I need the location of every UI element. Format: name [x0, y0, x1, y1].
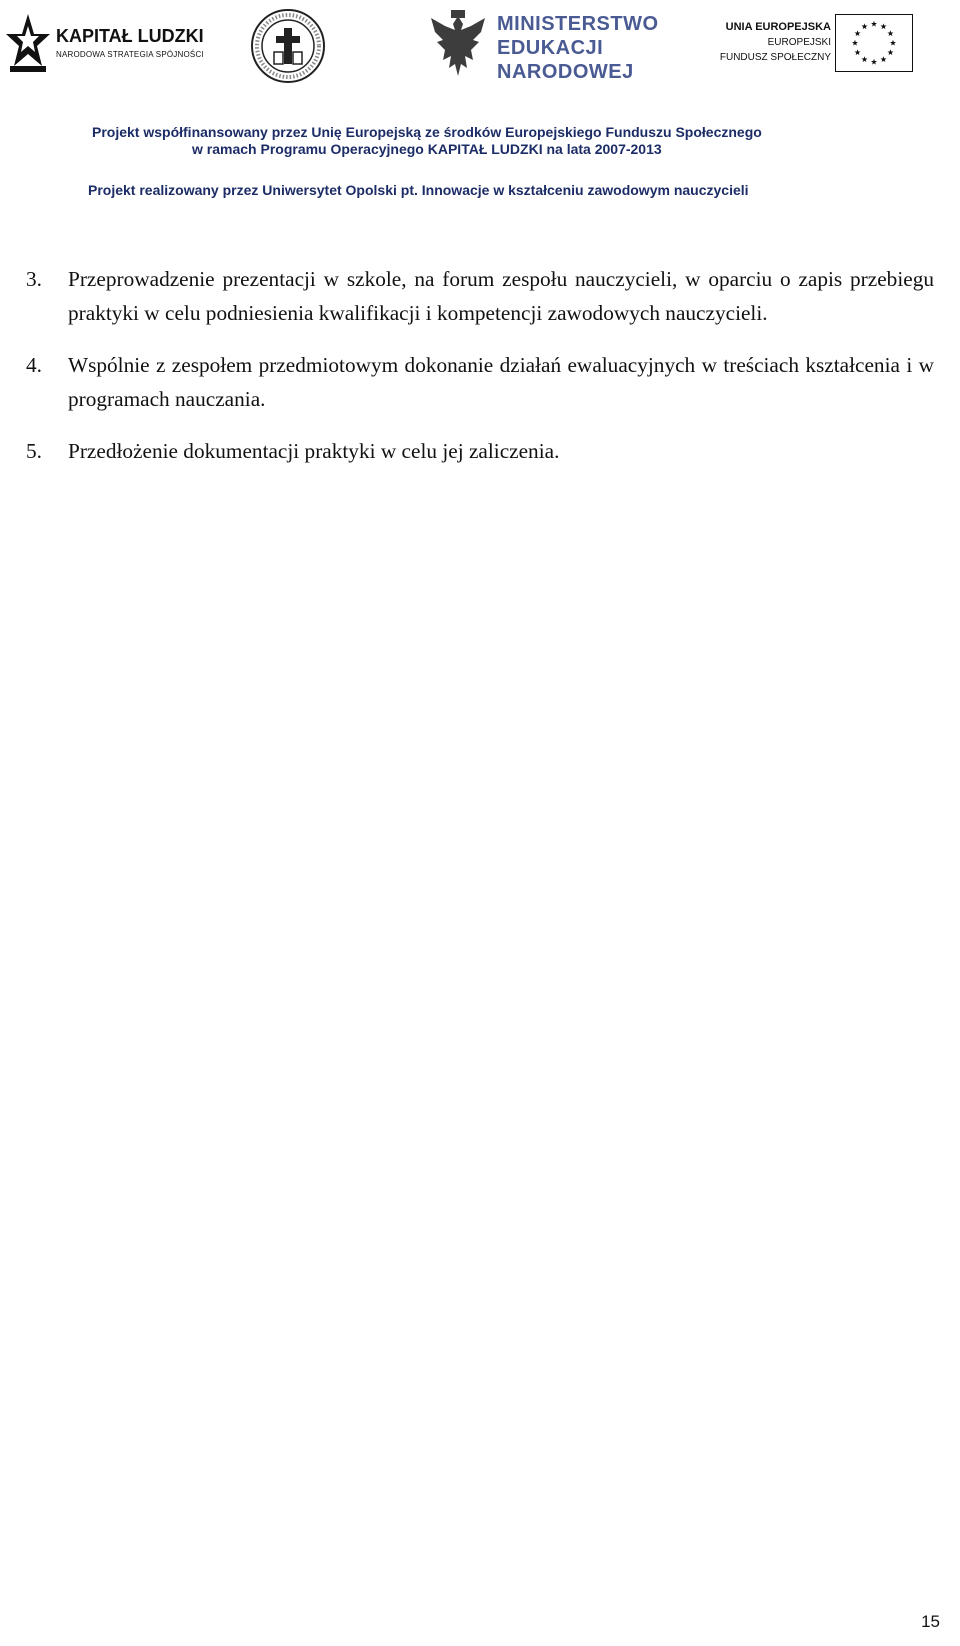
eu-star-icon [871, 21, 877, 27]
project-programme-line: w ramach Programu Operacyjnego KAPITAŁ LUDZKI na lata 2007-2013 [192, 141, 662, 157]
university-seal [250, 8, 326, 84]
eu-star-icon [887, 30, 893, 36]
list-item-number: 5. [26, 439, 42, 463]
eu-flag [835, 14, 913, 72]
kapital-ludzki-title: KAPITAŁ LUDZKI [56, 26, 204, 46]
eu-star-icon [871, 59, 877, 65]
eu-star-icon [855, 30, 861, 36]
university-seal-icon [250, 8, 326, 84]
project-realization-line: Projekt realizowany przez Uniwersytet Opolski pt. Innowacje w kształceniu zawodowym nauczycieli [88, 182, 749, 198]
kapital-ludzki-star-icon [4, 12, 52, 76]
eu-logo [707, 14, 913, 74]
ministry-name [497, 12, 659, 84]
eu-star-icon [880, 23, 886, 29]
eu-line1: UNIA EUROPEJSKA [725, 21, 831, 33]
ministry-line2: EDUKACJI [497, 37, 604, 59]
eu-line2: EUROPEJSKI [767, 37, 831, 48]
list-item [26, 348, 934, 416]
list-item [26, 262, 934, 330]
eu-star-icon [861, 23, 867, 29]
list-item-text: Przeprowadzenie prezentacji w szkole, na forum zespołu nauczycieli, w oparciu o zapis przebiegu praktyki w celu podniesienia kwalifikacji i kompetencji zawodowych nauczycieli. [68, 267, 934, 325]
list-item-text: Wspólnie z zespołem przedmiotowym dokonanie działań ewaluacyjnych w treściach kształcenia i w programach nauczania. [68, 353, 934, 411]
project-cofinancing-line: Projekt współfinansowany przez Unię Europejską ze środków Europejskiego Funduszu Społecznego [92, 124, 762, 140]
ministry-line1: MINISTERSTWO [497, 13, 659, 35]
list-item-number: 4. [26, 353, 42, 377]
list-item [26, 434, 934, 468]
page-number: 15 [921, 1612, 940, 1631]
eu-stars-icon [836, 15, 912, 71]
ministry-line3: NARODOWEJ [497, 61, 634, 83]
list-item-number: 3. [26, 267, 42, 291]
numbered-list [26, 262, 934, 486]
eu-star-icon [852, 40, 858, 46]
eu-star-icon [880, 56, 886, 62]
eu-text-block [720, 20, 831, 65]
eu-star-icon [861, 56, 867, 62]
ministry-logo [427, 8, 657, 84]
polish-eagle-icon [427, 10, 489, 82]
kapital-ludzki-logo [4, 12, 204, 76]
eu-line3: FUNDUSZ SPOŁECZNY [719, 52, 831, 63]
kapital-ludzki-subtitle: NARODOWA STRATEGIA SPÓJNOŚCI [56, 50, 204, 59]
eu-star-icon [855, 49, 861, 55]
list-item-text: Przedłożenie dokumentacji praktyki w celu jej zaliczenia. [68, 439, 560, 463]
eu-star-icon [890, 40, 896, 46]
eu-star-icon [887, 49, 893, 55]
